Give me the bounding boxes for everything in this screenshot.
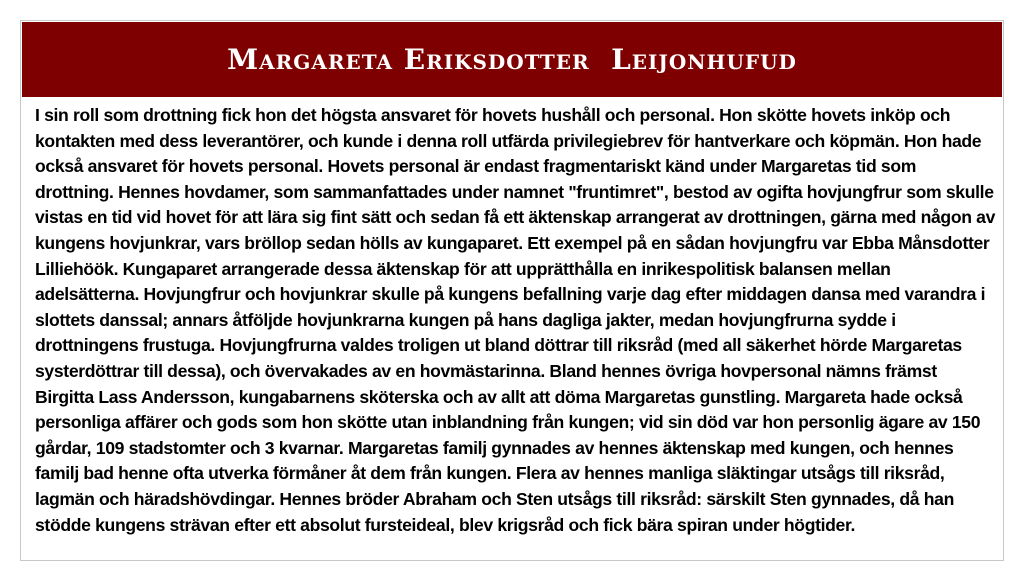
slide-body-text: I sin roll som drottning fick hon det högsta ansvaret för hovets hushåll och personal. Hon skötte hovets inköp och kontakten med dess leverantörer, och kunde i denna roll utfärda privilegiebrev för hantverkare och köpmän. Hon hade också ansvaret för hovets personal. Hovets personal är endast fragmentariskt känd under Margaretas tid som drottning. Hennes hovdamer, som sammanfattades under namnet "fruntimret", bestod av ogifta hovjungfrur som skulle vistas en tid vid hovet för att lära sig fint sätt och sedan få ett äktenskap arrangerat av drottningen, gärna med någon av kungens hovjunkrar, vars bröllop sedan hölls av kungaparet. Ett exempel på en sådan hovjungfru var Ebba Månsdotter Lilliehöök. Kungaparet arrangerade dessa äktenskap för att upprätthålla en inrikespolitisk balansen mellan adelsätterna. Hovjungfrur och hovjunkrar skulle på kungens befallning varje dag efter middagen dansa med varandra i slottets danssal; annars åtföljde hovjunkrarna kungen på hans dagliga jakter, medan hovjungfrurna sydde i drottningens frustuga. Hovjungfrurna valdes troligen ut bland döttrar till riksråd (med all säkerhet hörde Margaretas systerdöttrar till dessa), och övervakades av en hovmästarinna. Bland hennes övriga hovpersonal nämns främst Birgitta Lass Andersson, kungabarnens sköterska och av allt att döma Margaretas gunstling. Margareta hade också personliga affärer och gods som hon skötte utan inblandning från kungen; vid sin död var hon personlig ägare av 150 gårdar, 109 stadstomter och 3 kvarnar. Margaretas familj gynnades av hennes äktenskap med kungen, och hennes familj bad henne ofta utverka förmåner åt dem från kungen. Flera av hennes manliga släktingar utsågs till riksråd, lagmän och häradshövdingar. Hennes bröder Abraham och Sten utsågs till riksråd: särskilt Sten gynnades, då han stödde kungens strävan efter ett absolut fursteideal, blev krigsråd och fick bära spiran under högtider. (35, 105, 996, 535)
slide-title: Margareta Eriksdotter Leijonhufud (227, 43, 797, 76)
title-bar (22, 22, 1002, 97)
slide (20, 20, 1004, 561)
